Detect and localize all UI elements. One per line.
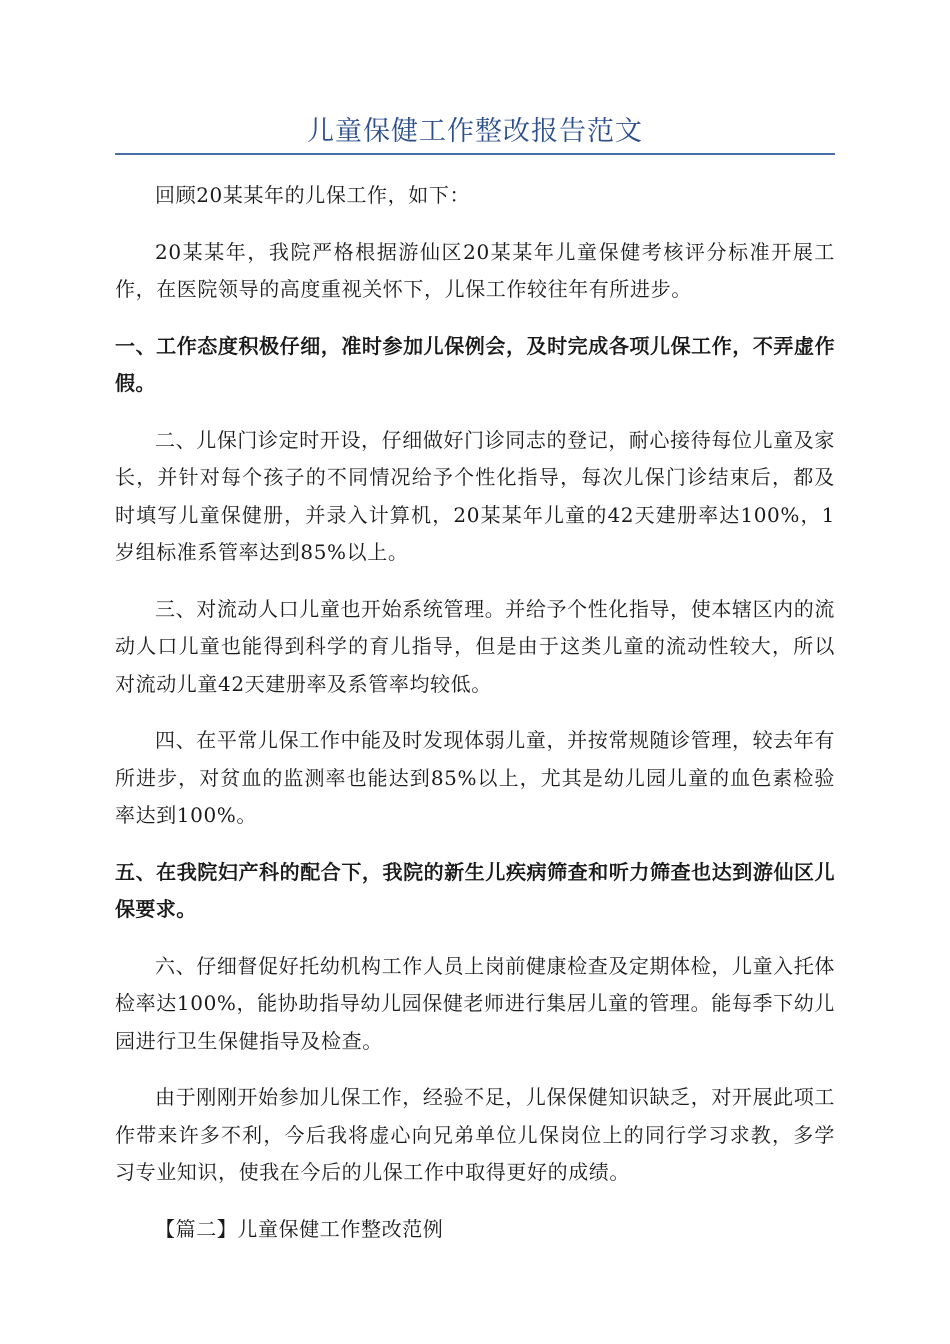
part-two-heading: 【篇二】儿童保健工作整改范例: [155, 1216, 444, 1241]
document-body: [115, 177, 835, 1267]
section-paragraph-4: 四、在平常儿保工作中能及时发现体弱儿童，并按常规随诊管理，较去年有所进步，对贫血的监测率也能达到85%以上，尤其是幼儿园儿童的血色素检验率达到100%。: [115, 728, 835, 827]
overview-paragraph: 20某某年，我院严格根据游仙区20某某年儿童保健考核评分标准开展工作，在医院领导的高度重视关怀下，儿保工作较往年有所进步。: [115, 239, 835, 301]
title-underline: [115, 153, 835, 155]
intro-paragraph: 回顾20某某年的儿保工作，如下：: [155, 183, 471, 207]
section-paragraph-3: 三、对流动人口儿童也开始系统管理。并给予个性化指导，使本辖区内的流动人口儿童也能得到科学的育儿指导，但是由于这类儿童的流动性较大，所以对流动儿童42天建册率及系管率均较低。: [115, 596, 835, 696]
document-title: 儿童保健工作整改报告范文: [307, 116, 643, 147]
section-heading-1: 一、工作态度积极仔细，准时参加儿保例会，及时完成各项儿保工作，不弄虚作假。: [115, 333, 835, 395]
section-paragraph-2: 二、儿保门诊定时开设，仔细做好门诊同志的登记，耐心接待每位儿童及家长，并针对每个孩子的不同情况给予个性化指导，每次儿保门诊结束后，都及时填写儿童保健册，并录入计算机，20某某年儿童的42天建册率达100%，1岁组标准系管率达到85%以上。: [115, 427, 835, 564]
conclusion-paragraph: 由于刚刚开始参加儿保工作，经验不足，儿保保健知识缺乏，对开展此项工作带来许多不利，今后我将虚心向兄弟单位儿保岗位上的同行学习求教，多学习专业知识，使我在今后的儿保工作中取得更好的成绩。: [115, 1085, 835, 1184]
section-heading-5: 五、在我院妇产科的配合下，我院的新生儿疾病筛查和听力筛查也达到游仙区儿保要求。: [115, 859, 835, 921]
section-paragraph-6: 六、仔细督促好托幼机构工作人员上岗前健康检查及定期体检，儿童入托体检率达100%，能协助指导幼儿园保健老师进行集居儿童的管理。能每季下幼儿园进行卫生保健指导及检查。: [115, 953, 835, 1053]
